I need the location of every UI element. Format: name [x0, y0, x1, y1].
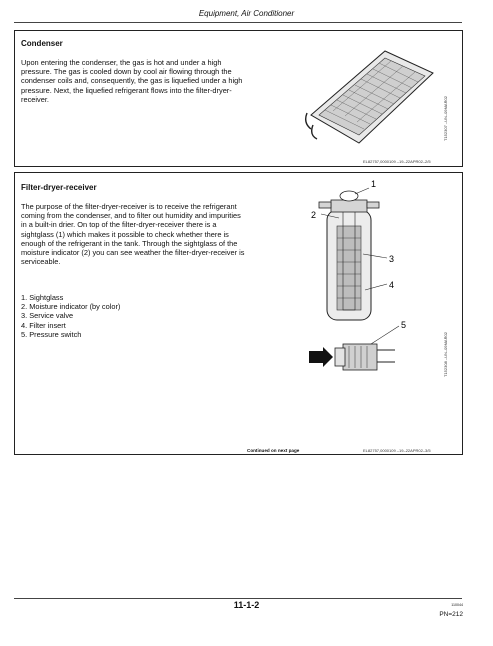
list-item: 2. Moisture indicator (by color)	[21, 302, 121, 312]
callout-1: 1	[371, 179, 377, 189]
callout-2: 2	[311, 210, 317, 220]
list-item: 1. Sightglass	[21, 293, 64, 302]
condenser-figure	[301, 43, 441, 153]
parts-list	[21, 293, 120, 339]
header-title: Equipment, Air Conditioner	[198, 9, 295, 18]
header-rule	[14, 22, 462, 23]
callout-4: 4	[389, 280, 395, 290]
condenser-ref: EL82757,0000109 –19–22APR02–2/5	[363, 159, 431, 164]
condenser-text: Upon entering the condenser, the gas is hot and under a high pressure. The gas is cooled down by cool air flowing through the condenser coils and, consequently, the gas is liquefied under a high pressure. Next, the liquefied refrigerant flows into the filter-dryer-receiver.	[21, 58, 243, 104]
list-item: 4. Filter insert	[21, 320, 66, 330]
callout-5: 5	[401, 320, 407, 330]
condenser-section	[14, 30, 463, 167]
footer-small-code: 110044	[451, 603, 463, 607]
callout-3: 3	[389, 254, 395, 264]
condenser-title: Condenser	[21, 39, 63, 48]
footer-rule	[14, 598, 462, 599]
list-item: 5. Pressure switch	[21, 329, 82, 339]
filter-section	[14, 172, 463, 455]
condenser-figure-code: T152307 –UN–09MAR02	[443, 96, 448, 141]
filter-figure	[291, 176, 431, 386]
page-sequence: PN=212	[439, 611, 463, 618]
receiver-drier-illustration	[309, 188, 399, 370]
page-number: 11-1-2	[233, 600, 260, 610]
condenser-illustration	[306, 51, 433, 143]
filter-text: The purpose of the filter-dryer-receiver is to receive the refrigerant coming from the condenser, and to filter out humidity and impurities in a built-in drier. On top of the filter-dryer-receiver there is a sightglass (1) which makes it possible to check whether there is enough of the refrigerant in the tank. Through the sightglass of the moisture indicator (2) you can see weather the filter-dryer-receiver is serviceable.	[21, 202, 245, 267]
filter-title: Filter-dryer-receiver	[21, 183, 97, 192]
filter-figure-code: T152308 –UN–09MAR02	[443, 332, 448, 377]
filter-ref: EL82757,0000109 –19–22APR02–3/5	[363, 448, 431, 453]
list-item: 3. Service valve	[21, 311, 74, 321]
continued-note: Continued on next page	[247, 448, 300, 453]
